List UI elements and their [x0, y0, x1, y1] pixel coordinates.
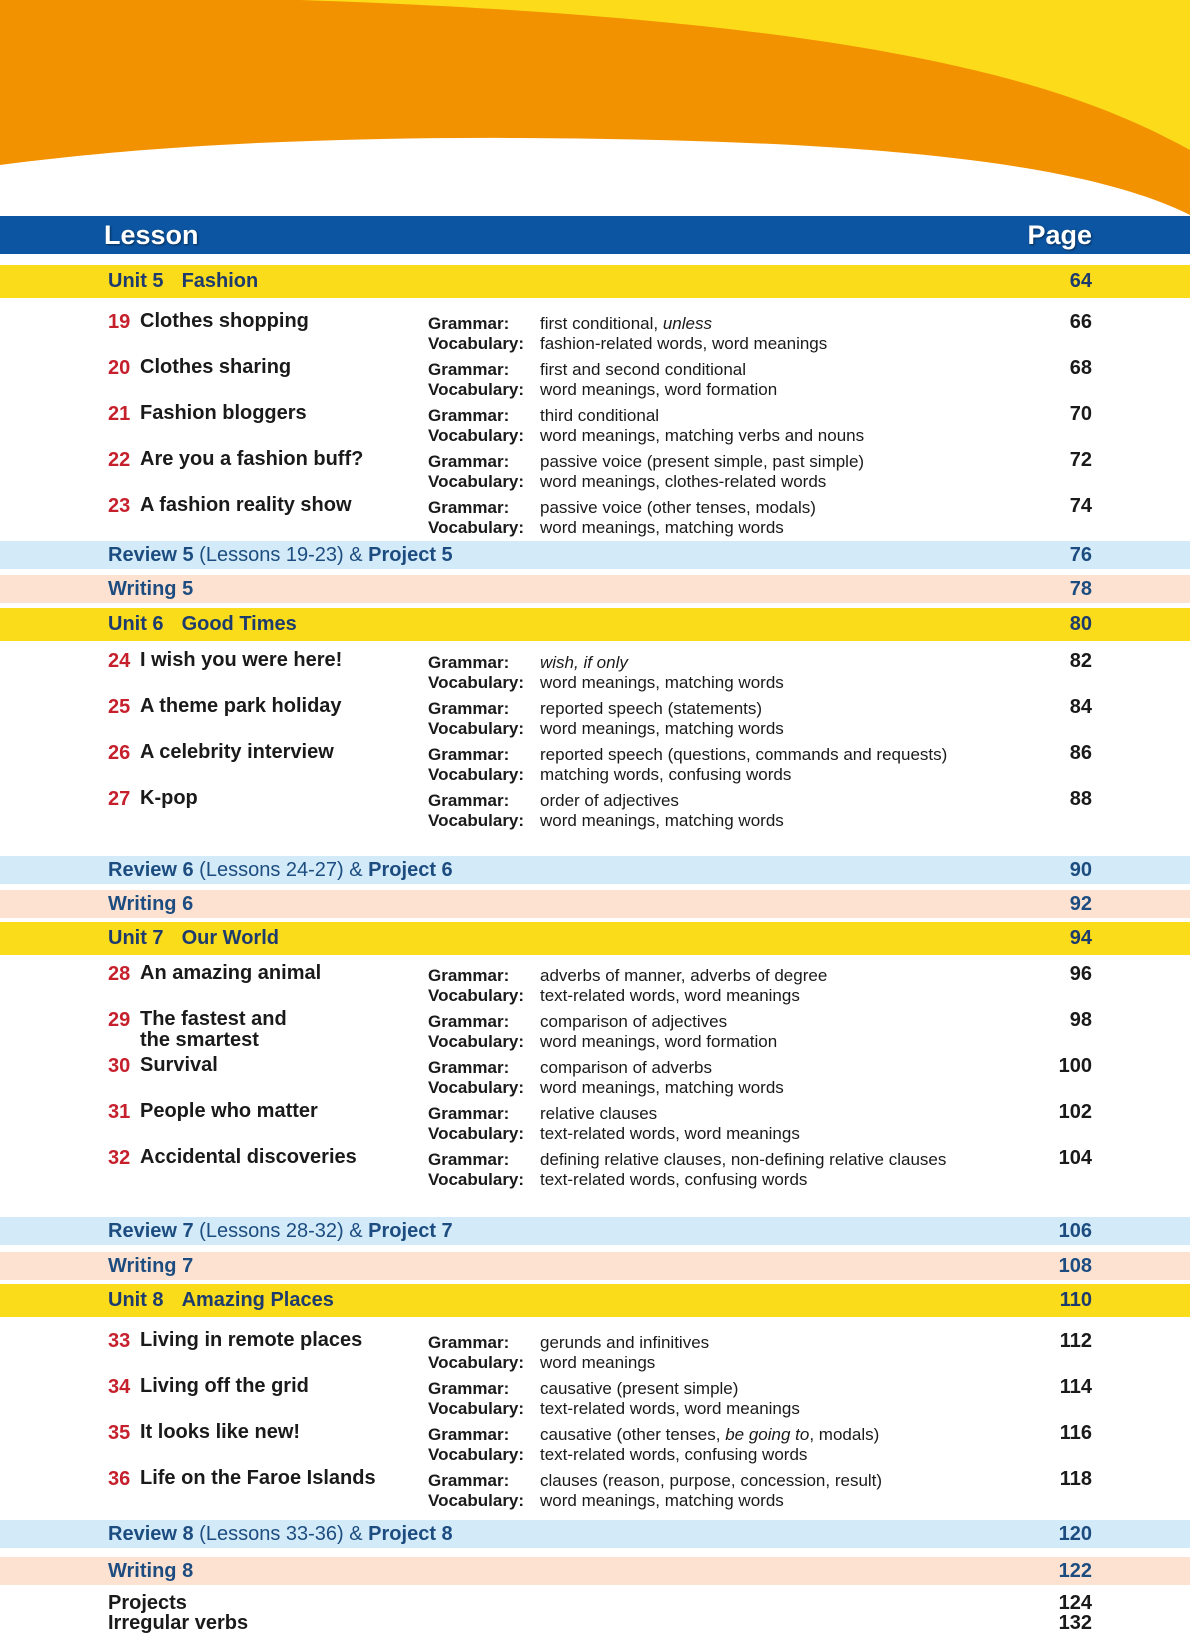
grammar-label: Grammar: — [428, 791, 510, 810]
decorative-banner — [0, 0, 1190, 215]
lesson-number: 25 — [108, 696, 131, 718]
lesson-row — [0, 1376, 1190, 1422]
vocabulary-label: Vocabulary: — [428, 1032, 525, 1051]
irregular-verbs-row — [0, 1612, 1190, 1633]
lesson-row — [0, 403, 1190, 449]
unit-title: Fashion — [181, 270, 259, 292]
lesson-page: 72 — [1069, 449, 1092, 471]
lesson-row — [0, 742, 1190, 788]
lesson-number: 29 — [108, 1009, 131, 1031]
grammar-text: first conditional, unless — [540, 314, 712, 333]
lesson-row — [0, 963, 1190, 1009]
review-amp: & — [349, 544, 363, 566]
lesson-title: It looks like new! — [140, 1421, 301, 1443]
grammar-text: reported speech (questions, commands and requests) — [540, 745, 948, 764]
vocabulary-text: word meanings, word formation — [540, 1032, 778, 1051]
vocabulary-text: word meanings, clothes-related words — [540, 472, 827, 491]
lesson-row — [0, 1422, 1190, 1468]
lesson-title: People who matter — [140, 1100, 318, 1122]
grammar-label: Grammar: — [428, 1104, 510, 1123]
vocabulary-label: Vocabulary: — [428, 472, 525, 491]
irregular-verbs-page: 132 — [1058, 1612, 1092, 1634]
lesson-row — [0, 650, 1190, 696]
review-page: 90 — [1069, 859, 1092, 881]
header-page-label: Page — [1027, 220, 1092, 250]
grammar-label: Grammar: — [428, 1333, 510, 1352]
review-8-bar — [0, 1520, 1190, 1548]
grammar-label: Grammar: — [428, 452, 510, 471]
lesson-page: 104 — [1058, 1147, 1092, 1169]
lesson-page: 116 — [1059, 1422, 1092, 1444]
grammar-label: Grammar: — [428, 1471, 510, 1490]
writing-8-bar — [0, 1557, 1190, 1585]
unit-number: Unit 7 — [108, 927, 164, 949]
writing-page: 108 — [1058, 1255, 1092, 1277]
grammar-text: passive voice (present simple, past simple) — [540, 452, 865, 471]
review-label: Review 7 — [108, 1220, 194, 1242]
lesson-row — [0, 1330, 1190, 1376]
lesson-title: K-pop — [140, 787, 198, 809]
vocabulary-text: word meanings, matching words — [540, 811, 784, 830]
lesson-row — [0, 1147, 1190, 1193]
lesson-row — [0, 495, 1190, 541]
vocabulary-label: Vocabulary: — [428, 719, 525, 738]
unit-7-bar — [0, 922, 1190, 955]
grammar-text: gerunds and infinitives — [540, 1333, 710, 1352]
lesson-number: 24 — [108, 650, 131, 672]
lesson-page: 70 — [1069, 403, 1092, 425]
review-range: (Lessons 28-32) — [199, 1220, 344, 1242]
project-label: Project 7 — [368, 1220, 453, 1242]
vocabulary-label: Vocabulary: — [428, 673, 525, 692]
lesson-number: 22 — [108, 449, 131, 471]
lesson-page: 86 — [1069, 742, 1092, 764]
vocabulary-label: Vocabulary: — [428, 426, 525, 445]
lesson-number: 31 — [108, 1101, 131, 1123]
project-label: Project 8 — [368, 1523, 453, 1545]
lesson-page: 84 — [1069, 696, 1092, 718]
grammar-text: wish, if only — [540, 653, 628, 672]
review-page: 120 — [1058, 1523, 1092, 1545]
vocabulary-text: word meanings, matching words — [540, 1078, 784, 1097]
lesson-number: 33 — [108, 1330, 131, 1352]
vocabulary-text: text-related words, word meanings — [540, 1399, 800, 1418]
lesson-title: Are you a fashion buff? — [140, 448, 364, 470]
vocabulary-text: word meanings, matching words — [540, 518, 784, 537]
grammar-label: Grammar: — [428, 1379, 510, 1398]
grammar-text: comparison of adjectives — [540, 1012, 728, 1031]
writing-6-bar — [0, 890, 1190, 918]
grammar-label: Grammar: — [428, 699, 510, 718]
lesson-page: 114 — [1059, 1376, 1092, 1398]
header-lesson-label: Lesson — [104, 220, 199, 250]
projects-page: 124 — [1058, 1592, 1092, 1614]
grammar-text: adverbs of manner, adverbs of degree — [540, 966, 828, 985]
lesson-title: Living in remote places — [140, 1329, 363, 1351]
vocabulary-label: Vocabulary: — [428, 1445, 525, 1464]
writing-page: 122 — [1058, 1560, 1092, 1582]
writing-7-bar — [0, 1252, 1190, 1280]
review-amp: & — [349, 1523, 363, 1545]
grammar-label: Grammar: — [428, 1058, 510, 1077]
review-amp: & — [349, 859, 363, 881]
grammar-label: Grammar: — [428, 1425, 510, 1444]
review-label: Review 6 — [108, 859, 194, 881]
vocabulary-text: text-related words, word meanings — [540, 1124, 800, 1143]
lesson-title: Survival — [140, 1054, 218, 1076]
vocabulary-text: text-related words, confusing words — [540, 1170, 808, 1189]
lesson-page: 74 — [1069, 495, 1092, 517]
grammar-text: first and second conditional — [540, 360, 747, 379]
unit-page: 110 — [1059, 1289, 1092, 1311]
unit-number: Unit 6 — [108, 613, 164, 635]
grammar-text: reported speech (statements) — [540, 699, 763, 718]
grammar-label: Grammar: — [428, 653, 510, 672]
unit-title: Our World — [181, 927, 279, 949]
lesson-page: 102 — [1058, 1101, 1092, 1123]
lesson-number: 19 — [108, 311, 131, 333]
review-6-bar — [0, 856, 1190, 884]
unit-page: 80 — [1069, 613, 1092, 635]
lesson-row — [0, 696, 1190, 742]
vocabulary-label: Vocabulary: — [428, 1078, 525, 1097]
grammar-label: Grammar: — [428, 314, 510, 333]
projects-row — [0, 1592, 1190, 1613]
lesson-row — [0, 788, 1190, 834]
lesson-title: An amazing animal — [140, 962, 322, 984]
lesson-title: Living off the grid — [140, 1375, 309, 1397]
unit-title: Good Times — [181, 613, 297, 635]
unit-number: Unit 5 — [108, 270, 164, 292]
vocabulary-text: text-related words, word meanings — [540, 986, 800, 1005]
grammar-label: Grammar: — [428, 1012, 510, 1031]
lesson-row — [0, 449, 1190, 495]
vocabulary-label: Vocabulary: — [428, 334, 525, 353]
lesson-number: 35 — [108, 1422, 131, 1444]
vocabulary-label: Vocabulary: — [428, 380, 525, 399]
lesson-title: Fashion bloggers — [140, 402, 307, 424]
vocabulary-text: text-related words, confusing words — [540, 1445, 808, 1464]
lesson-title: A celebrity interview — [140, 741, 334, 763]
review-label: Review 8 — [108, 1523, 194, 1545]
vocabulary-label: Vocabulary: — [428, 765, 525, 784]
writing-label: Writing 6 — [108, 893, 194, 915]
review-range: (Lessons 33-36) — [199, 1523, 344, 1545]
unit-number: Unit 8 — [108, 1289, 164, 1311]
lesson-title: Clothes shopping — [140, 310, 309, 332]
lesson-row — [0, 1468, 1190, 1514]
unit-8-bar — [0, 1284, 1190, 1317]
review-label: Review 5 — [108, 544, 194, 566]
vocabulary-label: Vocabulary: — [428, 1399, 525, 1418]
grammar-label: Grammar: — [428, 745, 510, 764]
lesson-number: 32 — [108, 1147, 131, 1169]
writing-5-bar — [0, 575, 1190, 603]
project-label: Project 6 — [368, 859, 453, 881]
grammar-label: Grammar: — [428, 360, 510, 379]
vocabulary-text: word meanings, matching words — [540, 719, 784, 738]
lesson-title: Life on the Faroe Islands — [140, 1467, 376, 1489]
lesson-row — [0, 357, 1190, 403]
lesson-number: 28 — [108, 963, 131, 985]
lesson-number: 27 — [108, 788, 131, 810]
lesson-row — [0, 1009, 1190, 1055]
vocabulary-text: word meanings, word formation — [540, 380, 778, 399]
writing-page: 78 — [1069, 578, 1092, 600]
grammar-label: Grammar: — [428, 1150, 510, 1169]
irregular-verbs-label: Irregular verbs — [108, 1612, 249, 1634]
writing-label: Writing 8 — [108, 1560, 194, 1582]
grammar-text: passive voice (other tenses, modals) — [540, 498, 816, 517]
review-range: (Lessons 24-27) — [199, 859, 344, 881]
unit-title: Amazing Places — [181, 1289, 334, 1311]
grammar-label: Grammar: — [428, 498, 510, 517]
lesson-page: 82 — [1069, 650, 1092, 672]
lesson-title: Clothes sharing — [140, 356, 292, 378]
lesson-page: 68 — [1069, 357, 1092, 379]
lesson-number: 30 — [108, 1055, 131, 1077]
projects-label: Projects — [108, 1592, 187, 1614]
lesson-row — [0, 1101, 1190, 1147]
lesson-title: Accidental discoveries — [140, 1146, 357, 1168]
lesson-number: 26 — [108, 742, 131, 764]
review-page: 106 — [1058, 1220, 1092, 1242]
vocabulary-label: Vocabulary: — [428, 1124, 525, 1143]
vocabulary-label: Vocabulary: — [428, 1353, 525, 1372]
lesson-number: 36 — [108, 1468, 131, 1490]
lesson-page: 66 — [1069, 311, 1092, 333]
lesson-number: 34 — [108, 1376, 131, 1398]
grammar-text: defining relative clauses, non-defining relative clauses — [540, 1150, 947, 1169]
vocabulary-label: Vocabulary: — [428, 811, 525, 830]
unit-6-bar — [0, 608, 1190, 641]
unit-page: 94 — [1069, 927, 1092, 949]
review-page: 76 — [1069, 544, 1092, 566]
unit-page: 64 — [1069, 270, 1092, 292]
grammar-text: comparison of adverbs — [540, 1058, 712, 1077]
lesson-number: 23 — [108, 495, 131, 517]
vocabulary-label: Vocabulary: — [428, 986, 525, 1005]
grammar-text: order of adjectives — [540, 791, 679, 810]
lesson-page: 98 — [1069, 1009, 1092, 1031]
lesson-title: A fashion reality show — [140, 494, 352, 516]
review-amp: & — [349, 1220, 363, 1242]
lesson-page: 96 — [1069, 963, 1092, 985]
grammar-label: Grammar: — [428, 406, 510, 425]
grammar-text: third conditional — [540, 406, 660, 425]
review-7-bar — [0, 1217, 1190, 1245]
lesson-page: 118 — [1059, 1468, 1092, 1490]
vocabulary-text: word meanings, matching words — [540, 673, 784, 692]
header-bar — [0, 216, 1190, 254]
vocabulary-label: Vocabulary: — [428, 1170, 525, 1189]
lesson-page: 112 — [1059, 1330, 1092, 1352]
lesson-title: The fastest and the smartest — [140, 1008, 287, 1051]
vocabulary-text: word meanings, matching verbs and nouns — [540, 426, 865, 445]
vocabulary-label: Vocabulary: — [428, 518, 525, 537]
unit-5-bar — [0, 265, 1190, 298]
lesson-page: 100 — [1058, 1055, 1092, 1077]
vocabulary-text: word meanings, matching words — [540, 1491, 784, 1510]
writing-label: Writing 7 — [108, 1255, 194, 1277]
lesson-title: I wish you were here! — [140, 649, 343, 671]
lesson-row — [0, 1055, 1190, 1101]
vocabulary-text: word meanings — [540, 1353, 656, 1372]
project-label: Project 5 — [368, 544, 453, 566]
grammar-text: clauses (reason, purpose, concession, result) — [540, 1471, 883, 1490]
grammar-text: relative clauses — [540, 1104, 658, 1123]
lesson-number: 21 — [108, 403, 131, 425]
vocabulary-text: matching words, confusing words — [540, 765, 792, 784]
lesson-row — [0, 311, 1190, 357]
review-range: (Lessons 19-23) — [199, 544, 344, 566]
grammar-label: Grammar: — [428, 966, 510, 985]
grammar-text: causative (present simple) — [540, 1379, 739, 1398]
vocabulary-label: Vocabulary: — [428, 1491, 525, 1510]
lesson-number: 20 — [108, 357, 131, 379]
lesson-page: 88 — [1069, 788, 1092, 810]
grammar-text: causative (other tenses, be going to, modals) — [540, 1425, 880, 1444]
lesson-title: A theme park holiday — [140, 695, 342, 717]
writing-page: 92 — [1069, 893, 1092, 915]
review-5-bar — [0, 541, 1190, 569]
vocabulary-text: fashion-related words, word meanings — [540, 334, 828, 353]
writing-label: Writing 5 — [108, 578, 194, 600]
